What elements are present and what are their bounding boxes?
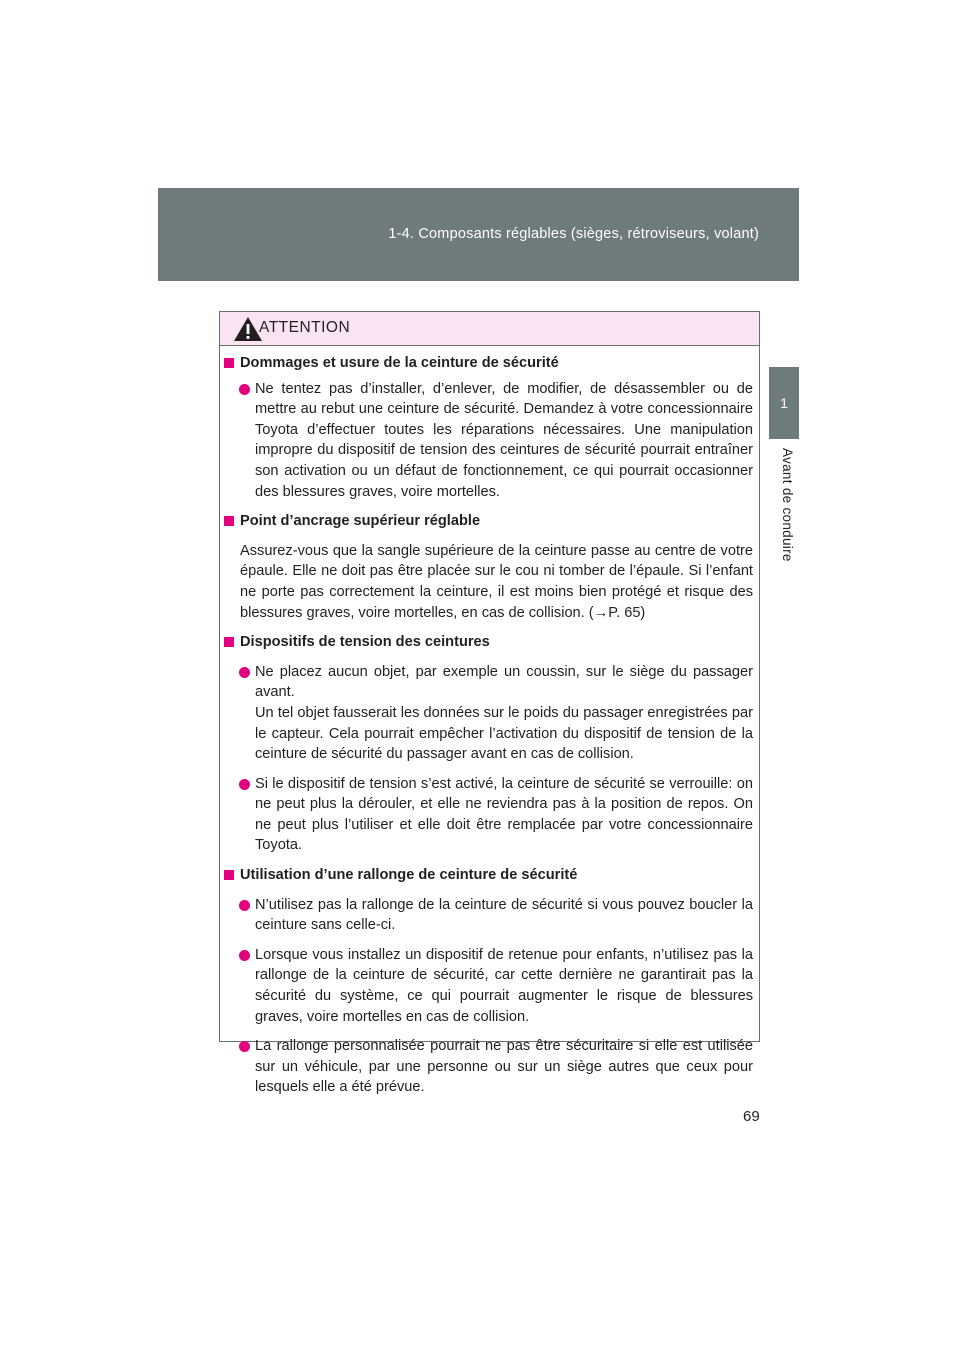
list-item-text: Ne placez aucun objet, par exemple un coussin, sur le siège du passager avant. — [255, 663, 753, 701]
page-number: 69 — [743, 1108, 760, 1125]
chapter-header-title: 1-4. Composants réglables (sièges, rétroviseurs, volant) — [388, 226, 759, 242]
section-heading — [224, 865, 753, 886]
section-heading-text: Dommages et usure de la ceinture de sécurité — [240, 355, 559, 371]
square-bullet-icon — [224, 637, 234, 647]
warning-body — [220, 346, 759, 1098]
round-bullet-icon — [239, 667, 250, 678]
list-item-text: N’utilisez pas la rallonge de la ceinture de sécurité si vous pouvez boucler la ceinture sans celle-ci. — [255, 896, 753, 934]
section-heading-text: Dispositifs de tension des ceintures — [240, 634, 490, 651]
section-heading — [224, 511, 753, 532]
list-item — [224, 379, 753, 503]
round-bullet-icon — [239, 900, 250, 911]
list-item-text: Lorsque vous installez un dispositif de retenue pour enfants, n’utilisez pas la rallonge de la ceinture de sécurité, car cette dernière ne garantirait pas la sécurité du système, ce qui pourrait augmenter le risque de blessures graves, voire mortelles en cas de collision. — [255, 946, 753, 1025]
list-item — [224, 945, 753, 1027]
round-bullet-icon — [239, 1041, 250, 1052]
list-item-text: Si le dispositif de tension s’est activé, la ceinture de sécurité se verrouille: on ne peut plus la dérouler, et elle ne reviendra pas à la position de repos. On ne peut plus l’utiliser et elle doit être remplacée par votre concessionnaire Toyota. — [255, 775, 753, 854]
list-item — [224, 1036, 753, 1098]
list-item — [224, 774, 753, 856]
list-item — [224, 895, 753, 936]
paragraph: Assurez-vous que la sangle supérieure de la ceinture passe au centre de votre épaule. Elle ne doit pas être placée sur le cou ni tomber de l’épaule. Si l’enfant ne porte pas correctement la ceinture, il est moins bien protégé et risque des blessures graves, voire mortelles, en cas de collision. (→P. 65) — [240, 542, 753, 621]
section-heading-text: Utilisation d’une rallonge de ceinture de sécurité — [240, 867, 578, 884]
square-bullet-icon — [224, 870, 234, 880]
section-heading-text: Point d’ancrage supérieur réglable — [240, 513, 481, 530]
warning-box — [219, 311, 760, 1096]
section-heading — [224, 632, 753, 653]
round-bullet-icon — [239, 779, 250, 790]
square-bullet-icon — [224, 516, 234, 526]
round-bullet-icon — [239, 384, 250, 395]
list-item-text: La rallonge personnalisée pourrait ne pas être sécuritaire si elle est utilisée sur un véhicule, par une personne ou sur un siège autres que ceux pour lesquels elle a été prévue. — [255, 1038, 753, 1096]
warning-header — [220, 312, 759, 346]
list-item-text: Ne tentez pas d’installer, d’enlever, de modifier, de désassembler ou de mettre au rebut une ceinture de sécurité. Demandez à votre concessionnaire Toyota d’effectuer toutes les réparations nécessaires. Une manipulation impropre du dispositif de tension des ceintures de sécurité pourrait entraîner son activation ou un défaut de fonctionnement, ce qui pourrait occasionner des blessures graves, voire mortelles. — [255, 380, 753, 500]
warning-title: ATTENTION — [259, 319, 351, 336]
chapter-header-bar — [158, 188, 799, 281]
square-bullet-icon — [224, 358, 234, 368]
list-item — [224, 662, 753, 765]
chapter-number-tab: 1 — [769, 367, 799, 439]
list-item-continuation: Un tel objet fausserait les données sur le poids du passager enregistrées par le capteur. Cela pourrait empêcher l’activation du dispositif de tension de la ceinture de sécurité du passager avant en cas de collision. — [255, 704, 753, 763]
section-heading — [224, 353, 753, 374]
round-bullet-icon — [239, 950, 250, 961]
chapter-side-label: Avant de conduire — [780, 448, 795, 562]
